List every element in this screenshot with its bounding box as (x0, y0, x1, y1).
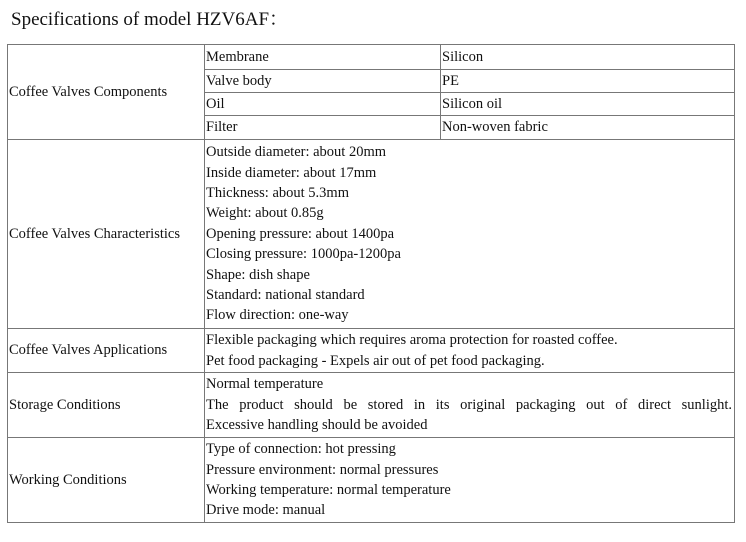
characteristics-cell (205, 140, 735, 329)
category-cell: Storage Conditions (8, 373, 205, 438)
table-row (8, 45, 735, 70)
working-line: Type of connection: hot pressing (206, 441, 396, 458)
working-line: Working temperature: normal temperature (206, 482, 451, 498)
spec-table (7, 44, 735, 523)
working-line: Pressure environment: normal pressures (206, 461, 439, 478)
component-part: Valve body (205, 70, 441, 93)
component-material: Silicon oil (441, 93, 735, 116)
component-material: PE (441, 70, 735, 93)
working-cell (205, 438, 735, 523)
component-material: Silicon (441, 45, 735, 70)
characteristic-line: Shape: dish shape (206, 266, 310, 283)
category-cell: Coffee Valves Applications (8, 329, 205, 373)
characteristic-line: Standard: national standard (206, 286, 365, 303)
component-part: Filter (205, 116, 441, 140)
category-cell: Coffee Valves Components (8, 45, 205, 140)
characteristic-line: Opening pressure: about 1400pa (206, 225, 395, 242)
application-line: Pet food packaging - Expels air out of pet food packaging. (206, 352, 545, 369)
table-row (8, 438, 735, 523)
component-part: Membrane (205, 45, 441, 70)
characteristic-line: Thickness: about 5.3mm (206, 185, 349, 202)
working-line: Drive mode: manual (206, 502, 326, 519)
table-row (8, 329, 735, 373)
component-part: Oil (205, 93, 441, 116)
storage-line: The product should be stored in its original packaging out of direct sunlight. (206, 396, 732, 413)
category-cell: Working Conditions (8, 438, 205, 523)
characteristic-line: Outside diameter: about 20mm (206, 144, 387, 161)
storage-cell (205, 373, 735, 438)
application-line: Flexible packaging which requires aroma protection for roasted coffee. (206, 332, 618, 349)
characteristic-line: Flow direction: one-way (206, 307, 349, 324)
applications-cell (205, 329, 735, 373)
characteristic-line: Weight: about 0.85g (206, 205, 324, 222)
storage-line: Normal temperature (206, 376, 324, 393)
component-material: Non-woven fabric (441, 116, 735, 140)
page-title: Specifications of model HZV6AF： (11, 9, 289, 30)
category-cell: Coffee Valves Characteristics (8, 140, 205, 329)
characteristic-line: Inside diameter: about 17mm (206, 164, 377, 181)
storage-line: Excessive handling should be avoided (206, 417, 428, 434)
table-row (8, 373, 735, 438)
characteristic-line: Closing pressure: 1000pa-1200pa (206, 246, 401, 263)
table-row (8, 140, 735, 329)
